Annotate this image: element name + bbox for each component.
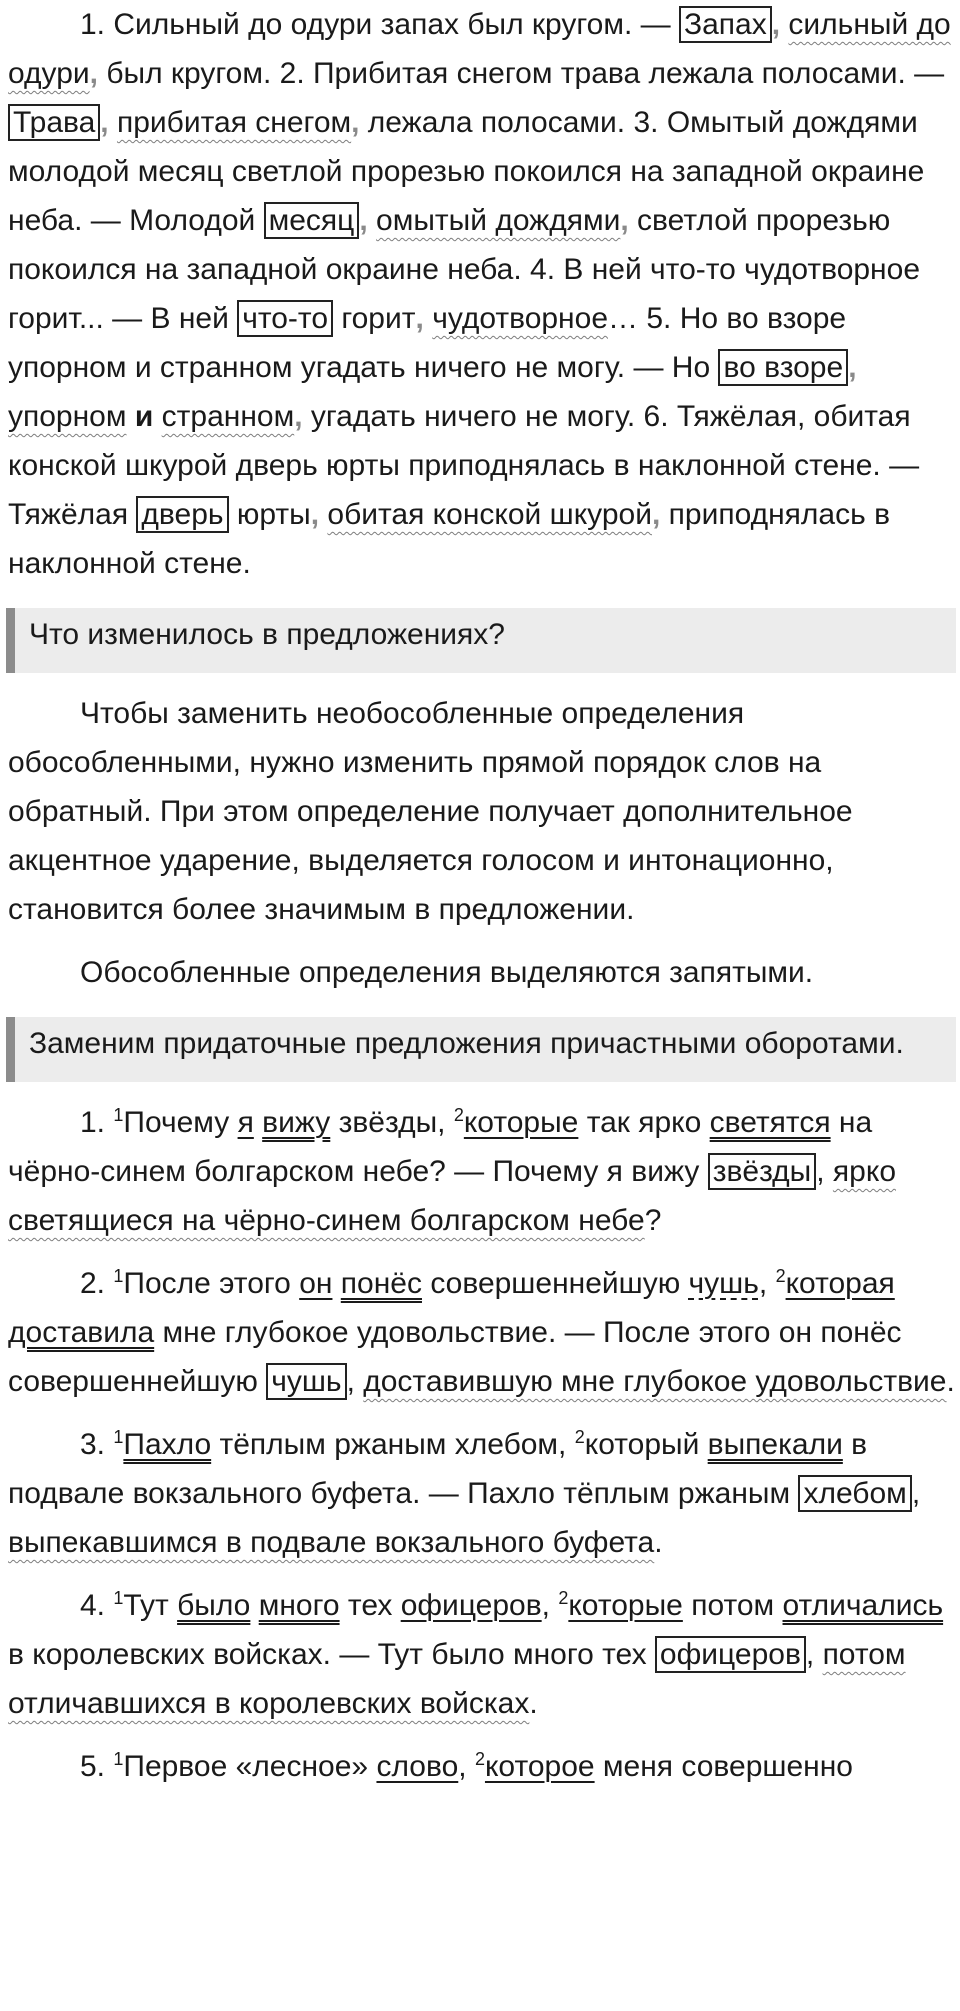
boxed-noun: во взоре bbox=[718, 349, 848, 386]
clause-index: 2 bbox=[474, 1749, 485, 1769]
subject: офицеров bbox=[400, 1589, 542, 1622]
item-number: 4. bbox=[80, 1589, 114, 1622]
text: Почему bbox=[123, 1106, 238, 1139]
text: совершеннейшую bbox=[421, 1267, 689, 1300]
clause-index: 1 bbox=[113, 1749, 124, 1769]
text: … 5. Но во взоре упорном и странном угадать ничего не могу. — Но bbox=[8, 302, 847, 384]
participial-phrase: ярко светящиеся на чёрно-синем болгарском небе bbox=[8, 1155, 896, 1237]
text: , bbox=[458, 1750, 475, 1783]
predicate: доставила bbox=[8, 1316, 155, 1349]
predicate: Пахло bbox=[123, 1428, 212, 1461]
subject: которое bbox=[484, 1750, 595, 1783]
boxed-noun: чушь bbox=[266, 1363, 346, 1400]
participial-phrase: выпекавшимся в подвале вокзального буфета bbox=[8, 1526, 655, 1559]
definition-phrase: обитая конской шкурой bbox=[327, 498, 652, 531]
subject: которые bbox=[463, 1106, 579, 1139]
predicate: выпекали bbox=[707, 1428, 843, 1461]
participial-phrase: доставившую мне глубокое удовольствие bbox=[363, 1365, 947, 1398]
comma-mark: , bbox=[359, 204, 368, 237]
definition-phrase: чудотворное bbox=[432, 302, 608, 335]
text: юрты bbox=[228, 498, 311, 531]
list-item bbox=[8, 1420, 960, 1567]
text: звёзды, bbox=[330, 1106, 454, 1139]
item-number: 5. bbox=[80, 1750, 114, 1783]
text: был кругом. 2. Прибитая снегом трава лежала полосами. — bbox=[97, 57, 945, 90]
item-number: 1. bbox=[80, 1106, 114, 1139]
comma-mark: , bbox=[294, 400, 303, 433]
text bbox=[250, 1589, 258, 1622]
predicate: было bbox=[177, 1589, 251, 1622]
text: в королевских войсках. — Тут было много тех bbox=[8, 1638, 655, 1671]
text: , bbox=[911, 1477, 921, 1510]
clause-index: 1 bbox=[113, 1588, 124, 1608]
clause-index: 1 bbox=[113, 1105, 124, 1125]
definition-phrase: прибитая снегом bbox=[116, 106, 352, 139]
predicate: отличались bbox=[782, 1589, 944, 1622]
text: Тут bbox=[123, 1589, 178, 1622]
definition-phrase: странном bbox=[161, 400, 295, 433]
clause-index: 2 bbox=[558, 1588, 569, 1608]
clause-index: 1 bbox=[113, 1266, 124, 1286]
comma-mark: , bbox=[620, 204, 629, 237]
text: так ярко bbox=[578, 1106, 710, 1139]
text: горит bbox=[333, 302, 416, 335]
text: 1. Сильный до одури запах был кругом. — bbox=[80, 8, 679, 41]
subject: он bbox=[299, 1267, 333, 1300]
list-item bbox=[8, 1098, 960, 1245]
text: , bbox=[541, 1589, 559, 1622]
participial-phrase: потом отличавшихся в королевских войсках bbox=[8, 1638, 906, 1720]
comma-mark: , bbox=[415, 302, 424, 335]
comma-mark: , bbox=[651, 498, 661, 531]
task-callout bbox=[6, 1017, 956, 1082]
subject: которые bbox=[568, 1589, 683, 1622]
boxed-noun: что-то bbox=[237, 300, 333, 337]
definition-phrase: омытый дождями bbox=[376, 204, 621, 237]
text: меня совершенно bbox=[594, 1750, 853, 1783]
conjunction: и bbox=[134, 400, 154, 433]
boxed-noun: Трава bbox=[8, 104, 100, 141]
text: . bbox=[529, 1687, 538, 1720]
task-text: Заменим придаточные предложения причастными оборотами. bbox=[29, 1027, 904, 1060]
predicate: много bbox=[258, 1589, 340, 1622]
text: , bbox=[816, 1155, 833, 1188]
text: угадать ничего не могу. 6. Тяжёлая, обитая конской шкурой дверь юрты приподнялась в наклонной стене. — Тяжёлая bbox=[8, 400, 920, 531]
subject: которая bbox=[785, 1267, 895, 1300]
text: , bbox=[346, 1365, 364, 1398]
boxed-noun: месяц bbox=[264, 202, 360, 239]
definition-phrase: сильный до одури bbox=[8, 8, 951, 90]
comma-mark: , bbox=[848, 351, 857, 384]
boxed-noun: хлебом bbox=[798, 1475, 911, 1512]
text: в подвале вокзального буфета. — Пахло тёплым ржаным bbox=[8, 1428, 868, 1510]
boxed-noun: Запах bbox=[679, 6, 772, 43]
rule-paragraph: Обособленные определения выделяются запятыми. bbox=[80, 956, 814, 989]
comma-mark: , bbox=[89, 57, 98, 90]
question-text: Что изменилось в предложениях? bbox=[29, 618, 505, 651]
item-number: 2. bbox=[80, 1267, 114, 1300]
item-number: 3. bbox=[80, 1428, 114, 1461]
boxed-noun: офицеров bbox=[655, 1636, 806, 1673]
text: тёплым ржаным хлебом, bbox=[211, 1428, 575, 1461]
predicate: вижу bbox=[262, 1106, 331, 1139]
list-item bbox=[8, 1581, 960, 1728]
text: После этого bbox=[123, 1267, 300, 1300]
exercise-paragraph bbox=[8, 0, 960, 588]
text: тех bbox=[339, 1589, 401, 1622]
text: приподнялась в наклонной стене. bbox=[8, 498, 891, 580]
text: лежала полосами. 3. Омытый дождями молодой месяц светлой прорезью покоился на западной окраине неба. — Молодой bbox=[8, 106, 925, 237]
definition-phrase: упорном bbox=[8, 400, 127, 433]
predicate: светятся bbox=[709, 1106, 831, 1139]
comma-mark: , bbox=[351, 106, 360, 139]
comma-mark: , bbox=[771, 8, 781, 41]
comma-mark: , bbox=[310, 498, 320, 531]
text bbox=[332, 1267, 340, 1300]
explanation-paragraph: Чтобы заменить необособленные определения обособленными, нужно изменить прямой порядок слов на обратный. При этом определение получает дополнительное акцентное ударение, выделяется голосом и интонационно, становится более значимым в предложении. bbox=[8, 697, 853, 926]
text: мне глубокое удовольствие. — После этого он понёс совершеннейшую bbox=[8, 1316, 902, 1398]
predicate: понёс bbox=[340, 1267, 422, 1300]
text: потом bbox=[682, 1589, 783, 1622]
subject: слово bbox=[376, 1750, 459, 1783]
text: на чёрно-синем болгарском небе? — Почему я вижу bbox=[8, 1106, 873, 1188]
text: который bbox=[584, 1428, 708, 1461]
text: . bbox=[654, 1526, 663, 1559]
clause-index: 2 bbox=[775, 1266, 786, 1286]
question-callout bbox=[6, 608, 956, 673]
subject: я bbox=[237, 1106, 254, 1139]
text: светлой прорезью покоился на западной окраине неба. 4. В ней что-то чудотворное горит... — В ней bbox=[8, 204, 920, 335]
text: , bbox=[758, 1267, 768, 1300]
list-item bbox=[8, 1742, 960, 1791]
clause-index: 2 bbox=[574, 1427, 585, 1447]
text: . bbox=[946, 1365, 955, 1398]
clause-index: 1 bbox=[113, 1427, 124, 1447]
text: ? bbox=[644, 1204, 662, 1237]
text: , bbox=[805, 1638, 823, 1671]
boxed-noun: дверь bbox=[136, 496, 228, 533]
boxed-noun: звёзды bbox=[708, 1153, 817, 1190]
list-item bbox=[8, 1259, 960, 1406]
text: Первое «лесное» bbox=[123, 1750, 377, 1783]
clause-index: 2 bbox=[453, 1105, 464, 1125]
comma-mark: , bbox=[100, 106, 109, 139]
object: чушь bbox=[688, 1267, 759, 1300]
